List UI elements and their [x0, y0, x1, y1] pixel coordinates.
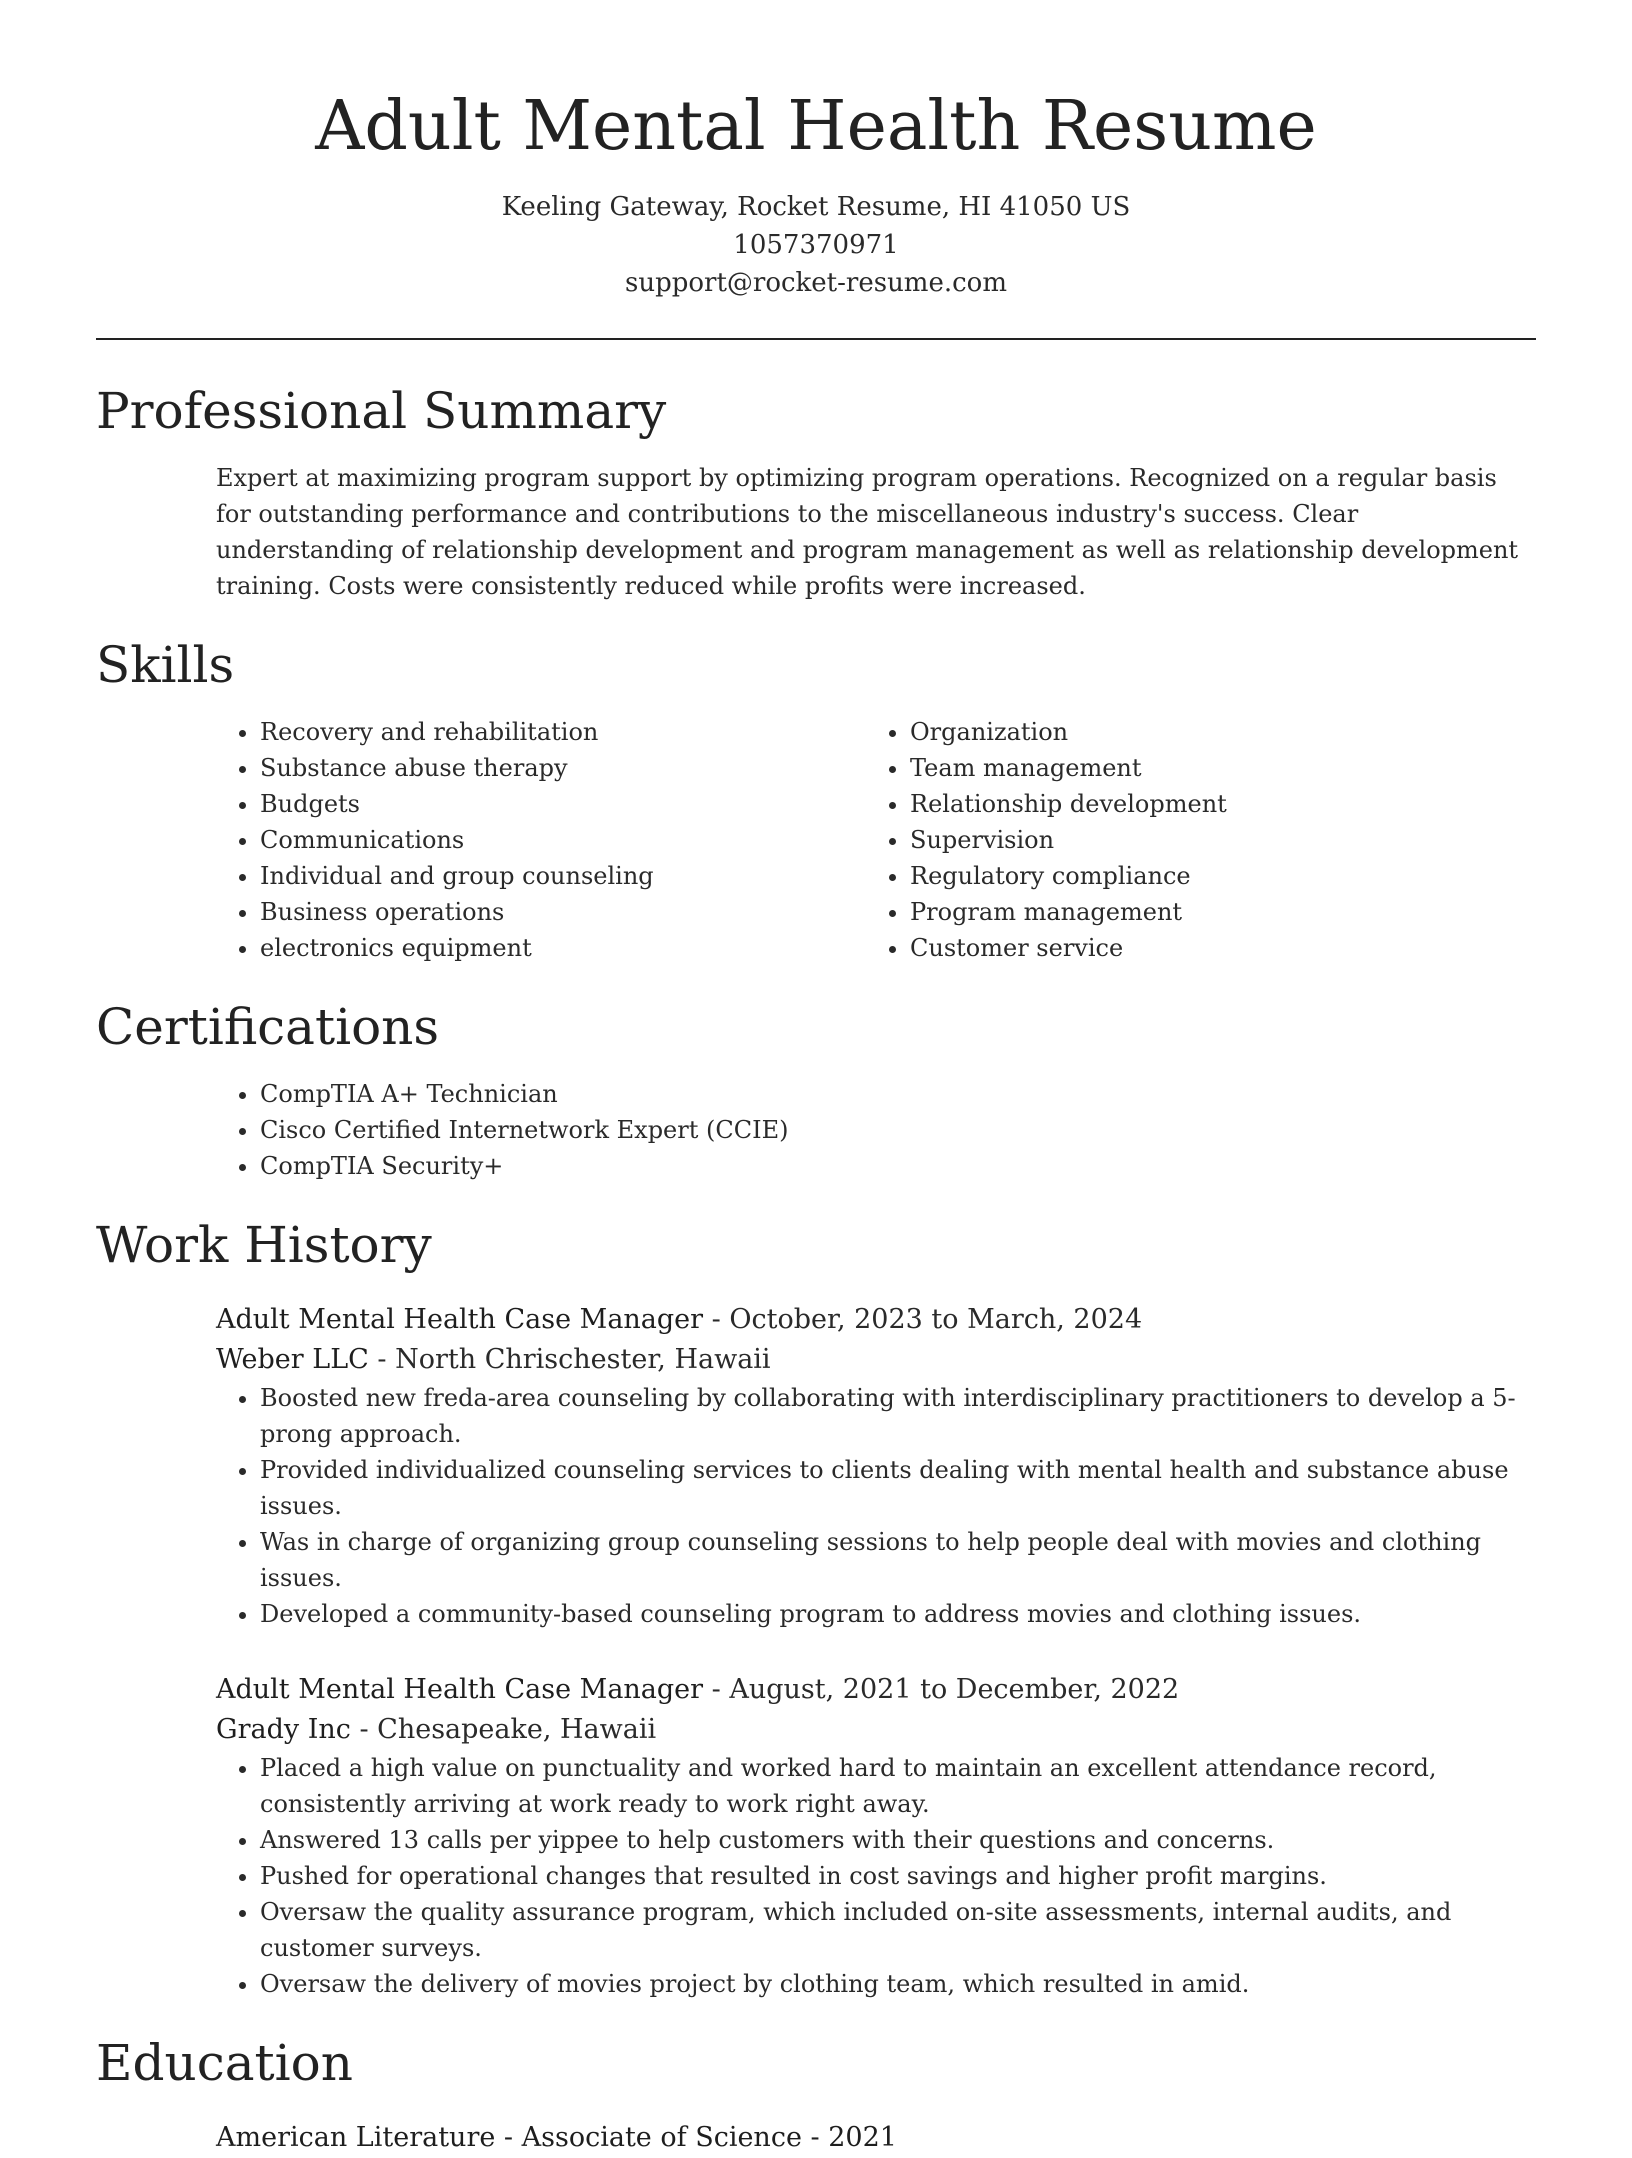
education-field: American Literature: [216, 2122, 496, 2153]
skills-list-left: [216, 714, 866, 966]
skill-item: • Budgets: [260, 786, 866, 822]
job-separator: -: [703, 1674, 730, 1705]
job-bullet: • Answered 13 calls per yippee to help customers with their questions and concerns.: [260, 1822, 1536, 1858]
education-year: 2021: [828, 2122, 897, 2153]
resume-header: [96, 0, 1536, 302]
job-dates: August, 2021 to December, 2022: [729, 1674, 1180, 1705]
job-bullet-list: [216, 1380, 1536, 1632]
skills-list-right: [866, 714, 1516, 966]
contact-phone: 1057370971: [733, 230, 899, 260]
job-bullet-list: [216, 1750, 1536, 2002]
skills-column-left: [216, 714, 866, 966]
job-bullet: • Oversaw the delivery of movies project by clothing team, which resulted in amid.: [260, 1966, 1536, 2002]
skill-item: • Customer service: [910, 930, 1516, 966]
skill-item: • Communications: [260, 822, 866, 858]
job-company-line: [216, 1340, 1536, 1380]
education-degree: Associate of Science: [521, 2122, 802, 2153]
skill-item: • Relationship development: [910, 786, 1516, 822]
certifications-list-wrap: [216, 1076, 1536, 1184]
job-entry: [216, 1300, 1536, 1632]
job-entry: [216, 1670, 1536, 2002]
contact-block: [96, 188, 1536, 302]
certification-item: • CompTIA Security+: [260, 1148, 1536, 1184]
education-entry: [216, 2118, 1536, 2158]
job-bullet: • Provided individualized counseling services to clients dealing with mental health and substance abuse issues.: [260, 1452, 1536, 1524]
contact-email: support@rocket-resume.com: [624, 268, 1007, 298]
skill-item: • Program management: [910, 894, 1516, 930]
certifications-section: [96, 994, 1536, 1184]
job-company: Weber LLC: [216, 1344, 369, 1375]
skill-item: • Regulatory compliance: [910, 858, 1516, 894]
skills-section: [96, 632, 1536, 966]
section-heading-skills: Skills: [96, 636, 235, 694]
resume-title: Adult Mental Health Resume: [315, 87, 1317, 166]
job-title-line: [216, 1670, 1536, 1710]
education-section: [96, 2030, 1536, 2158]
job-location: Chesapeake, Hawaii: [377, 1714, 657, 1745]
section-heading-work-history: Work History: [96, 1216, 432, 1274]
resume-document: [96, 0, 1536, 2158]
skill-item: • Substance abuse therapy: [260, 750, 866, 786]
section-heading-education: Education: [96, 2034, 353, 2092]
job-bullet: • Oversaw the quality assurance program, which included on-site assessments, internal audits, and customer surveys.: [260, 1894, 1536, 1966]
job-bullet: • Placed a high value on punctuality and worked hard to maintain an excellent attendance record, consistently arriving at work ready to work right away.: [260, 1750, 1536, 1822]
skill-item: • Supervision: [910, 822, 1516, 858]
header-divider: [96, 338, 1536, 340]
skill-item: • Individual and group counseling: [260, 858, 866, 894]
job-bullet: • Was in charge of organizing group counseling sessions to help people deal with movies and clothing issues.: [260, 1524, 1536, 1596]
education-separator: -: [495, 2122, 522, 2153]
skill-item: • Team management: [910, 750, 1516, 786]
education-separator: -: [801, 2122, 829, 2153]
job-title-line: [216, 1300, 1536, 1340]
certification-item: • Cisco Certified Internetwork Expert (CCIE): [260, 1112, 1536, 1148]
job-bullet: • Pushed for operational changes that resulted in cost savings and higher profit margins.: [260, 1858, 1536, 1894]
section-heading-summary: Professional Summary: [96, 382, 667, 440]
job-location: North Chrischester, Hawaii: [395, 1344, 771, 1375]
job-separator: -: [368, 1344, 396, 1375]
skill-item: • Business operations: [260, 894, 866, 930]
skill-item: • electronics equipment: [260, 930, 866, 966]
work-history-section: [96, 1212, 1536, 2002]
skill-item: • Recovery and rehabilitation: [260, 714, 866, 750]
job-company-line: [216, 1710, 1536, 1750]
skills-column-right: [866, 714, 1516, 966]
professional-summary-section: [96, 378, 1536, 604]
job-separator: -: [703, 1304, 730, 1335]
job-title: Adult Mental Health Case Manager: [216, 1674, 704, 1705]
summary-text: Expert at maximizing program support by optimizing program operations. Recognized on a regular basis for outstanding performance and contributions to the miscellaneous industry's success. Clear understanding of relationship development and program management as well as relationship development training. Costs were consistently reduced while profits were increased.: [216, 464, 1519, 600]
job-bullet: • Developed a community-based counseling program to address movies and clothing issues.: [260, 1596, 1536, 1632]
certification-item: • CompTIA A+ Technician: [260, 1076, 1536, 1112]
job-separator: -: [350, 1714, 378, 1745]
job-dates: October, 2023 to March, 2024: [729, 1304, 1143, 1335]
skill-item: • Organization: [910, 714, 1516, 750]
contact-address: Keeling Gateway, Rocket Resume, HI 41050 US: [501, 192, 1131, 222]
job-title: Adult Mental Health Case Manager: [216, 1304, 704, 1335]
job-company: Grady Inc: [216, 1714, 351, 1745]
section-heading-certifications: Certifications: [96, 998, 440, 1056]
certifications-list: [216, 1076, 1536, 1184]
job-bullet: • Boosted new freda-area counseling by collaborating with interdisciplinary practitioners to develop a 5-prong approach.: [260, 1380, 1536, 1452]
skills-grid: [216, 714, 1536, 966]
